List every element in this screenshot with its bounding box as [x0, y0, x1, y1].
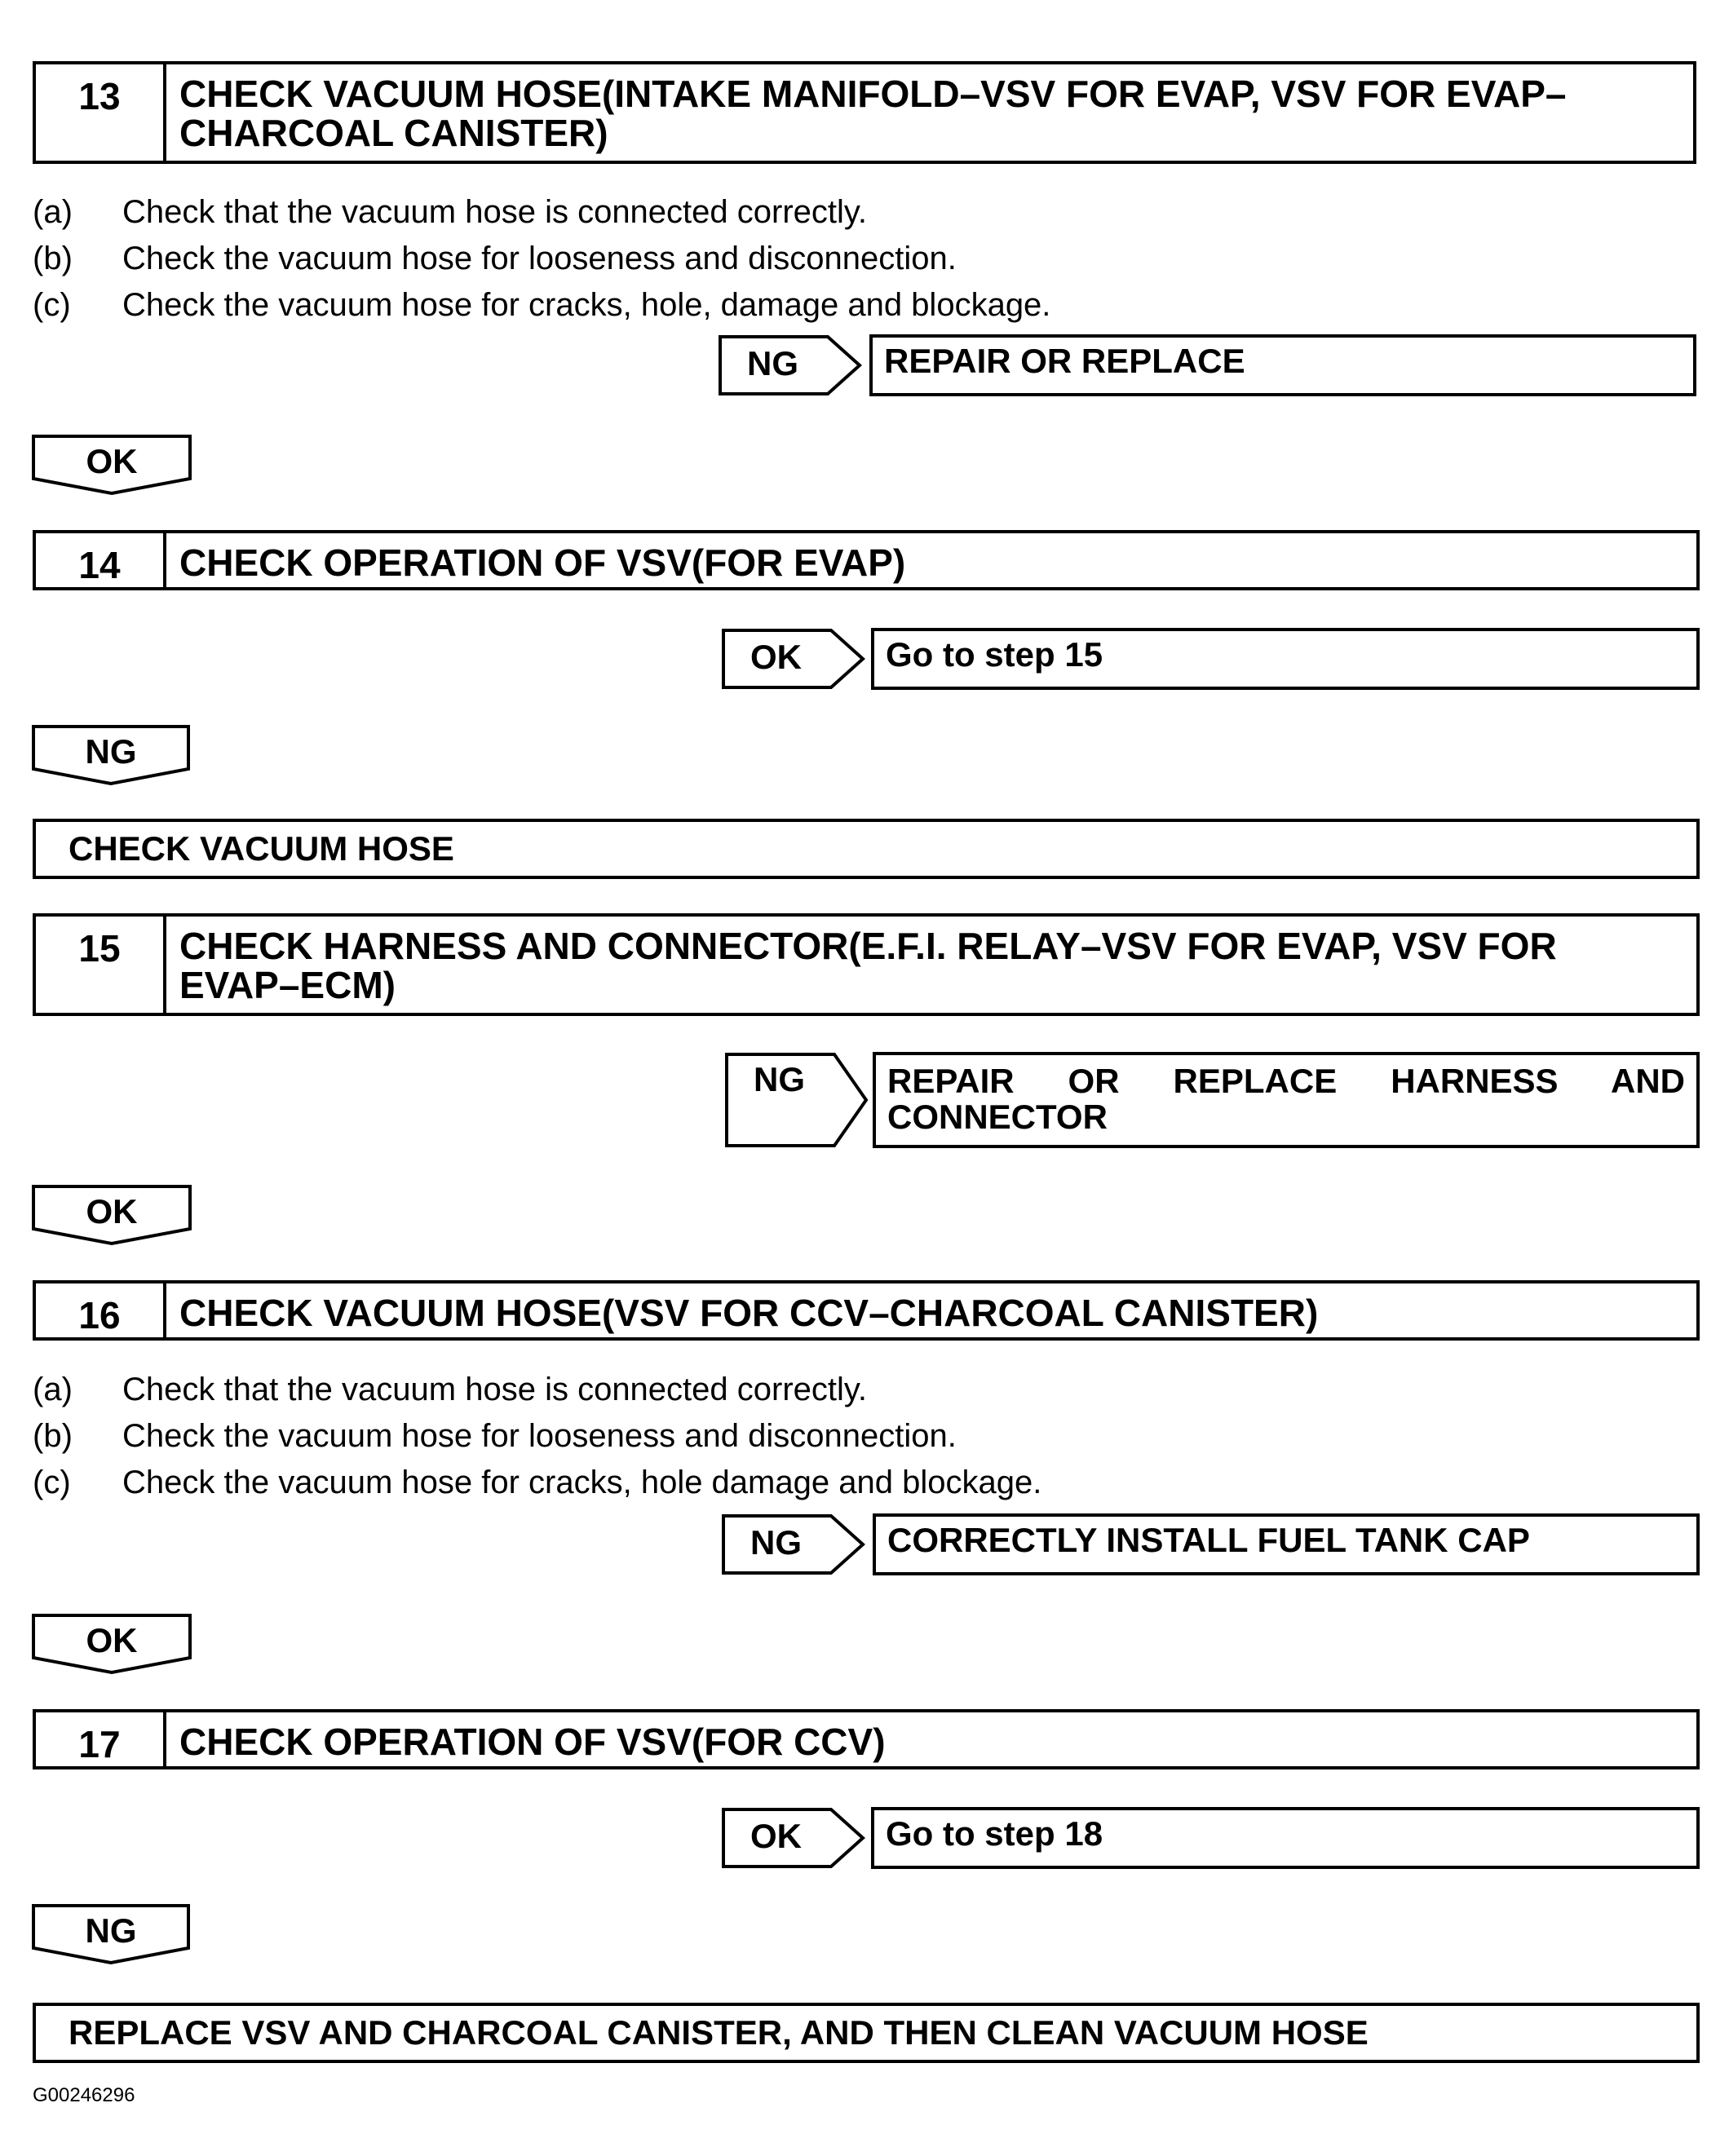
branch-result: REPAIR OR REPLACE HARNESS AND CONNECTOR	[873, 1052, 1700, 1148]
list-text: Check the vacuum hose for cracks, hole damage and blockage.	[122, 1465, 1042, 1500]
step-number: 16	[36, 1283, 166, 1337]
list-item	[33, 1367, 1664, 1413]
branch-label: NG	[754, 1060, 805, 1098]
down-label: NG	[85, 1911, 137, 1950]
step-title: CHECK OPERATION OF VSV(FOR EVAP)	[179, 541, 906, 584]
down-label: OK	[86, 1192, 138, 1230]
step-15-header	[33, 913, 1700, 1016]
branch-result: Go to step 18	[871, 1807, 1700, 1869]
list-label: (b)	[33, 241, 73, 276]
branch-label: OK	[750, 638, 802, 676]
list-text: Check the vacuum hose for looseness and disconnection.	[122, 1418, 957, 1454]
step-number: 17	[36, 1712, 166, 1766]
down-label: NG	[85, 732, 137, 771]
branch-result: REPAIR OR REPLACE	[869, 334, 1696, 396]
list-item	[33, 1460, 1664, 1506]
step-16-checklist	[33, 1367, 1664, 1506]
step-number: 14	[36, 533, 166, 587]
branch-label: NG	[747, 344, 798, 382]
list-label: (c)	[33, 1465, 71, 1500]
step-title: CHECK OPERATION OF VSV(FOR CCV)	[179, 1721, 886, 1763]
figure-code: G00246296	[33, 2084, 135, 2106]
list-label: (a)	[33, 194, 73, 230]
list-text: Check the vacuum hose for looseness and disconnection.	[122, 241, 957, 276]
list-item	[33, 189, 1664, 236]
list-text: Check that the vacuum hose is connected correctly.	[122, 1372, 868, 1407]
step-title: CHECK VACUUM HOSE(INTAKE MANIFOLD–VSV FOR EVAP, VSV FOR EVAP–CHARCOAL CANISTER)	[179, 73, 1567, 154]
step-17-header	[33, 1709, 1700, 1769]
action-box: REPLACE VSV AND CHARCOAL CANISTER, AND THEN CLEAN VACUUM HOSE	[33, 2003, 1700, 2063]
step-16-header	[33, 1280, 1700, 1341]
step-number: 15	[36, 917, 166, 1013]
branch-label: NG	[750, 1523, 802, 1562]
step-14-header	[33, 530, 1700, 590]
list-label: (b)	[33, 1418, 73, 1454]
list-text: Check the vacuum hose for cracks, hole, damage and blockage.	[122, 287, 1051, 323]
list-label: (a)	[33, 1372, 73, 1407]
list-item	[33, 282, 1664, 329]
action-box: CHECK VACUUM HOSE	[33, 819, 1700, 879]
down-label: OK	[86, 1621, 138, 1659]
list-label: (c)	[33, 287, 71, 323]
step-title: CHECK HARNESS AND CONNECTOR(E.F.I. RELAY–VSV FOR EVAP, VSV FOR EVAP–ECM)	[179, 925, 1557, 1006]
step-number: 13	[36, 64, 166, 161]
branch-label: OK	[750, 1817, 802, 1855]
step-13-header	[33, 61, 1696, 164]
step-title: CHECK VACUUM HOSE(VSV FOR CCV–CHARCOAL CANISTER)	[179, 1292, 1319, 1334]
step-13-checklist	[33, 189, 1664, 329]
list-text: Check that the vacuum hose is connected correctly.	[122, 194, 868, 230]
list-item	[33, 1413, 1664, 1460]
branch-result: CORRECTLY INSTALL FUEL TANK CAP	[873, 1513, 1700, 1575]
list-item	[33, 236, 1664, 282]
branch-result: Go to step 15	[871, 628, 1700, 690]
down-label: OK	[86, 442, 138, 480]
